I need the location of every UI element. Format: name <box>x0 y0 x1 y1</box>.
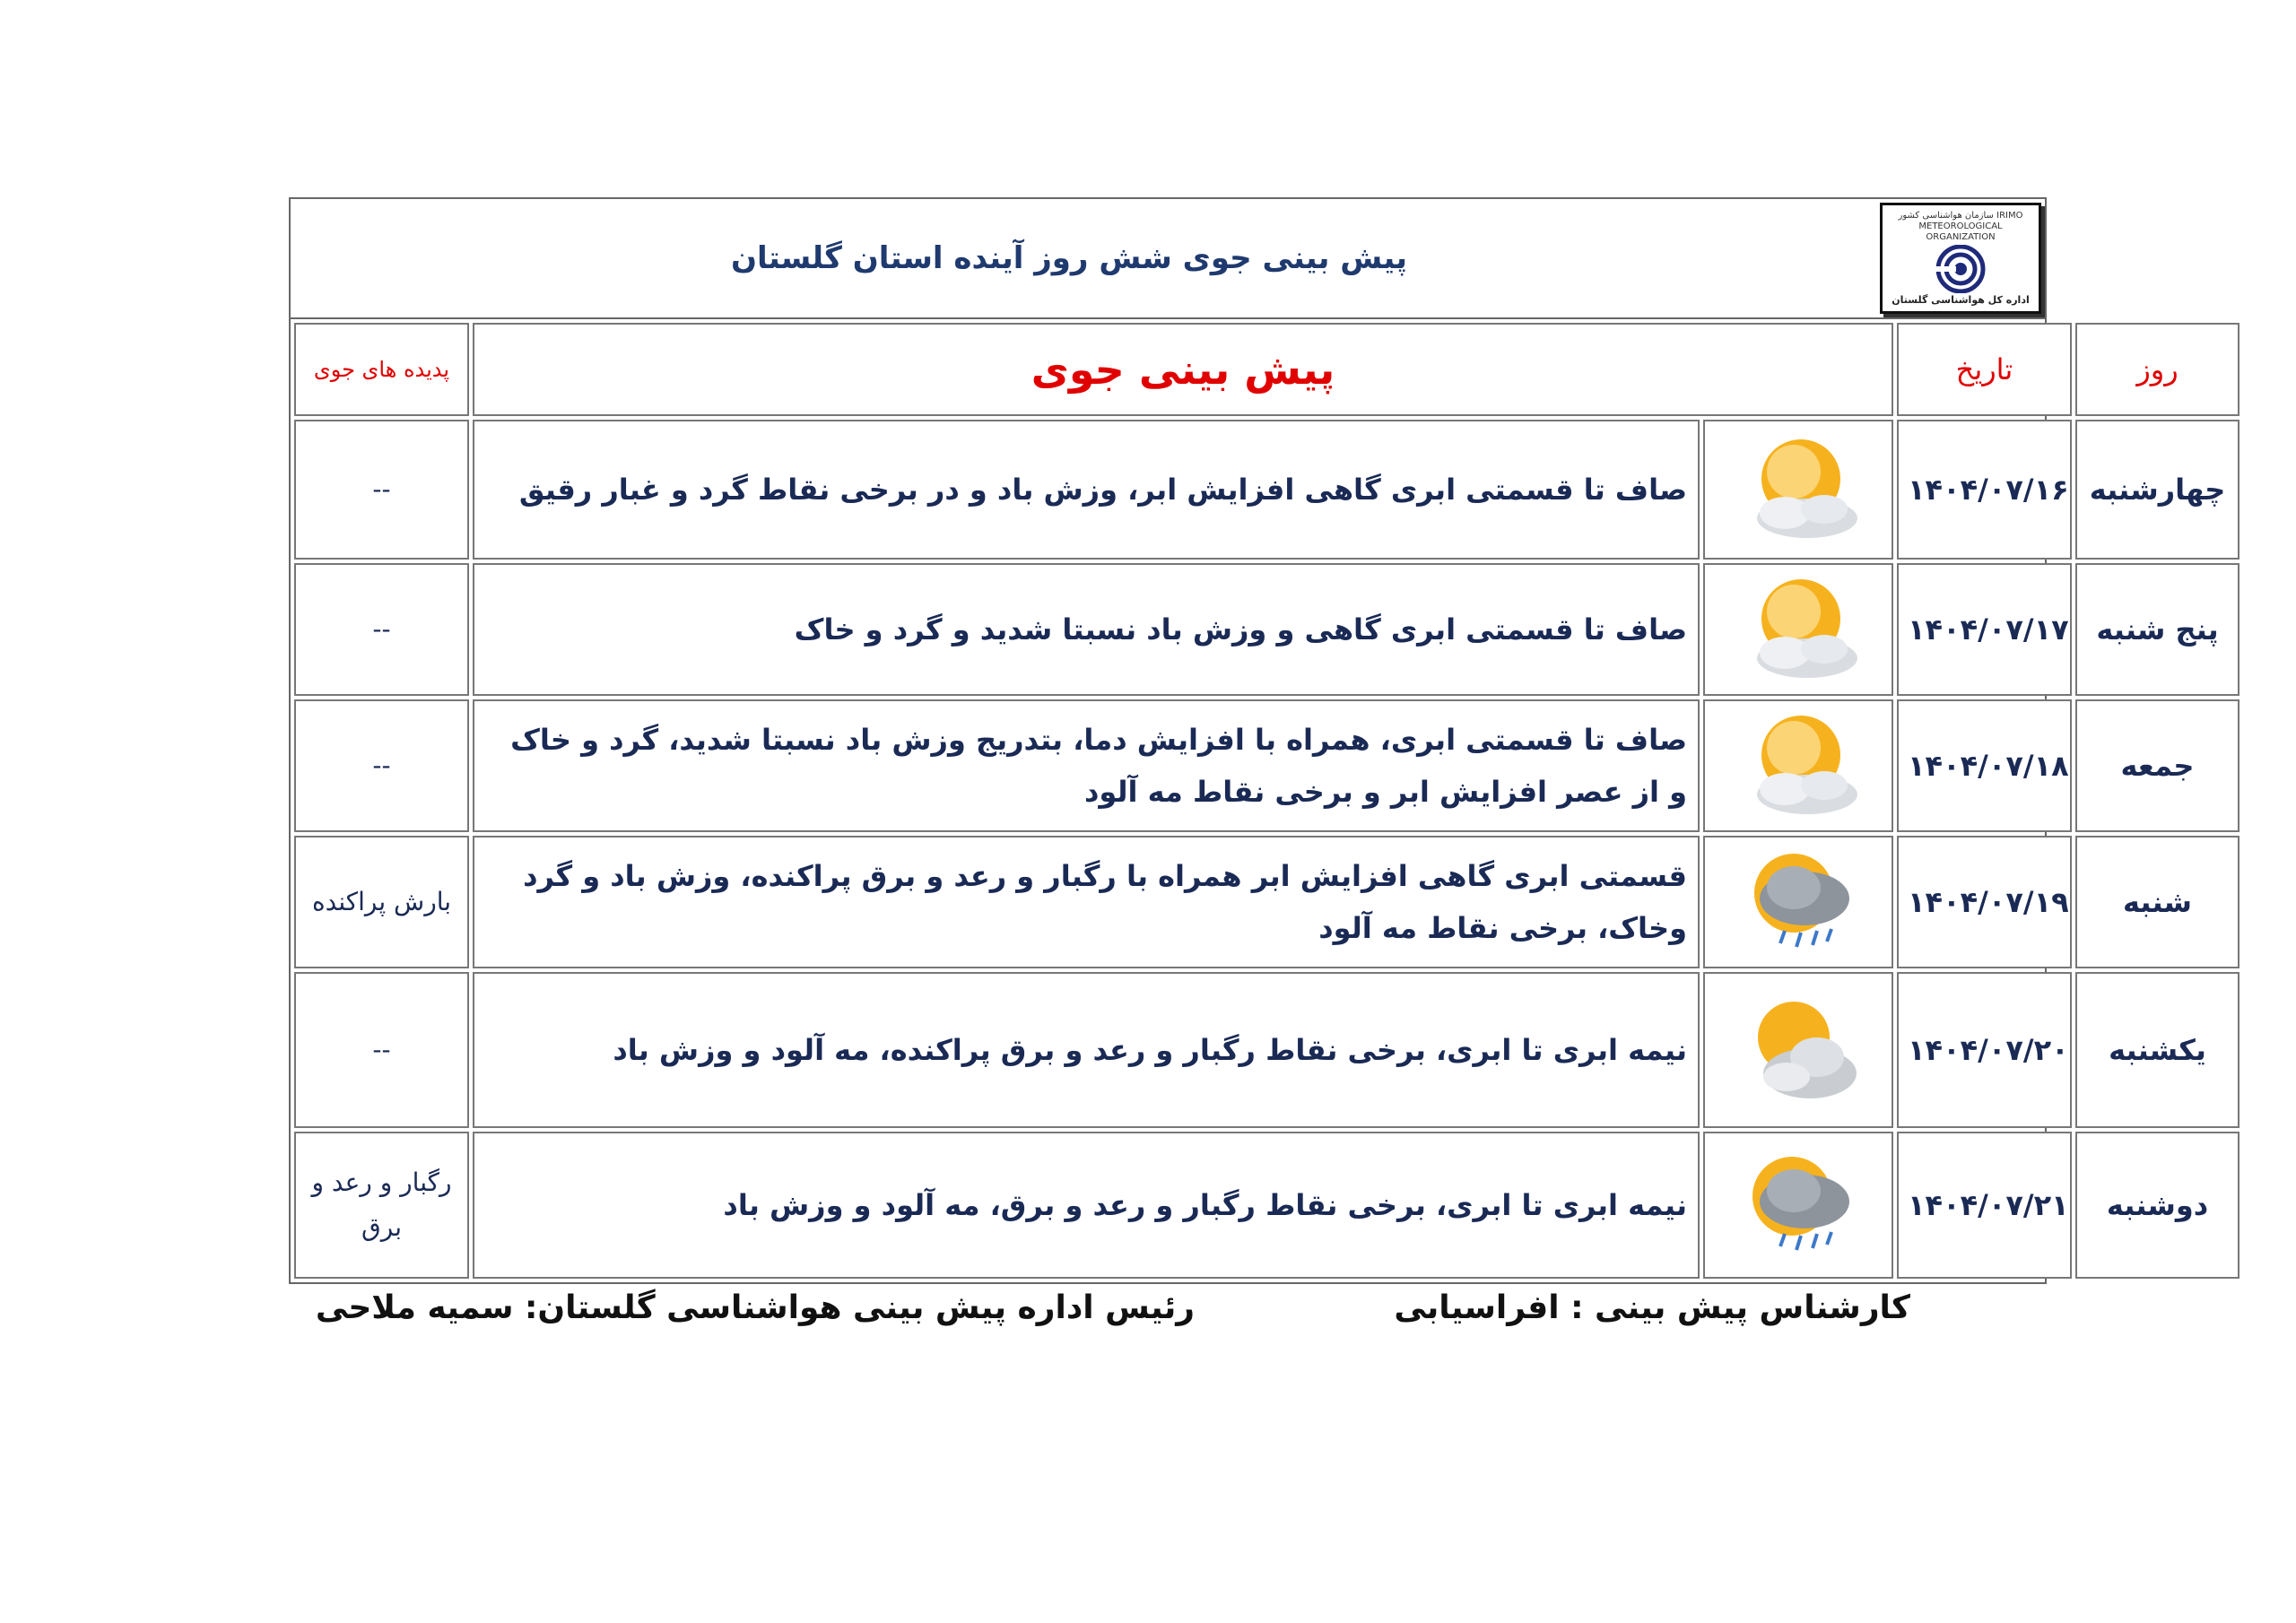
phenomena-cell: -- <box>294 563 469 696</box>
sun-cloud-rain-icon <box>1731 1142 1866 1268</box>
header-date: تاریخ <box>1897 323 2072 416</box>
meteorology-emblem-icon <box>1929 245 1992 293</box>
sun-behind-cloud-icon <box>1731 567 1866 692</box>
logo-org-line: سازمان هواشناسی کشور IRIMO METEOROLOGICAL ORGANIZATION <box>1898 211 2023 242</box>
page-title: پیش بینی جوی شش روز آینده استان گلستان <box>731 240 1407 276</box>
table-row <box>294 563 2239 696</box>
phenomena-cell: -- <box>294 699 469 832</box>
weather-icon-cell <box>1703 420 1893 560</box>
day-cell: پنج شنبه <box>2075 563 2239 696</box>
forecast-cell: صاف تا قسمتی ابری، همراه با افزایش دما، بتدریج وزش باد نسبتا شدید، گرد و خاک و از عصر افزایش ابر و برخی نقاط مه آلود <box>473 699 1700 832</box>
day-cell: جمعه <box>2075 699 2239 832</box>
forecast-sheet <box>289 197 2226 1284</box>
forecaster-signature: کارشناس پیش بینی : افراسیابی <box>1394 1289 1910 1326</box>
phenomena-cell: رگبار و رعد و برق <box>294 1132 469 1279</box>
forecast-cell: قسمتی ابری گاهی افزایش ابر همراه با رگبار و رعد و برق پراکنده، وزش باد و گرد وخاک، برخی نقاط مه آلود <box>473 836 1700 968</box>
header-day: روز <box>2075 323 2239 416</box>
date-cell: ۱۴۰۴/۰۷/۱۸ <box>1897 699 2072 832</box>
day-cell: شنبه <box>2075 836 2239 968</box>
weather-icon-cell <box>1703 836 1893 968</box>
phenomena-cell: -- <box>294 420 469 560</box>
header-row <box>294 323 2239 416</box>
logo-caption: اداره کل هواشناسی گلستان <box>1892 294 2030 306</box>
title-row <box>291 199 2045 319</box>
forecast-cell: صاف تا قسمتی ابری گاهی و وزش باد نسبتا شدید و گرد و خاک <box>473 563 1700 696</box>
table-row <box>294 1132 2239 1279</box>
day-cell: چهارشنبه <box>2075 420 2239 560</box>
table-row <box>294 836 2239 968</box>
date-cell: ۱۴۰۴/۰۷/۱۷ <box>1897 563 2072 696</box>
header-forecast: پیش بینی جوی <box>473 323 1893 416</box>
weather-icon-cell <box>1703 699 1893 832</box>
forecast-cell: نیمه ابری تا ابری، برخی نقاط رگبار و رعد و برق، مه آلود و وزش باد <box>473 1132 1700 1279</box>
head-signature: رئیس اداره پیش بینی هواشناسی گلستان: سمیه ملاحی <box>315 1289 1195 1326</box>
date-cell: ۱۴۰۴/۰۷/۱۶ <box>1897 420 2072 560</box>
table-row <box>294 420 2239 560</box>
sun-behind-cloud-icon <box>1731 987 1866 1113</box>
day-cell: یکشنبه <box>2075 972 2239 1128</box>
sun-behind-cloud-icon <box>1731 703 1866 829</box>
phenomena-cell: -- <box>294 972 469 1128</box>
meteorological-logo <box>1880 203 2041 314</box>
forecast-cell: نیمه ابری تا ابری، برخی نقاط رگبار و رعد و برق پراکنده، مه آلود و وزش باد <box>473 972 1700 1128</box>
table-row <box>294 972 2239 1128</box>
sun-cloud-rain-icon <box>1731 839 1866 965</box>
forecast-table <box>291 319 2243 1282</box>
date-cell: ۱۴۰۴/۰۷/۲۰ <box>1897 972 2072 1128</box>
forecast-cell: صاف تا قسمتی ابری گاهی افزایش ابر، وزش باد و در برخی نقاط گرد و غبار رقیق <box>473 420 1700 560</box>
phenomena-cell: بارش پراکنده <box>294 836 469 968</box>
date-cell: ۱۴۰۴/۰۷/۱۹ <box>1897 836 2072 968</box>
weather-icon-cell <box>1703 563 1893 696</box>
header-phenomena: پدیده های جوی <box>294 323 469 416</box>
weather-icon-cell <box>1703 1132 1893 1279</box>
date-cell: ۱۴۰۴/۰۷/۲۱ <box>1897 1132 2072 1279</box>
weather-icon-cell <box>1703 972 1893 1128</box>
day-cell: دوشنبه <box>2075 1132 2239 1279</box>
sun-behind-cloud-icon <box>1731 427 1866 552</box>
table-row <box>294 699 2239 832</box>
